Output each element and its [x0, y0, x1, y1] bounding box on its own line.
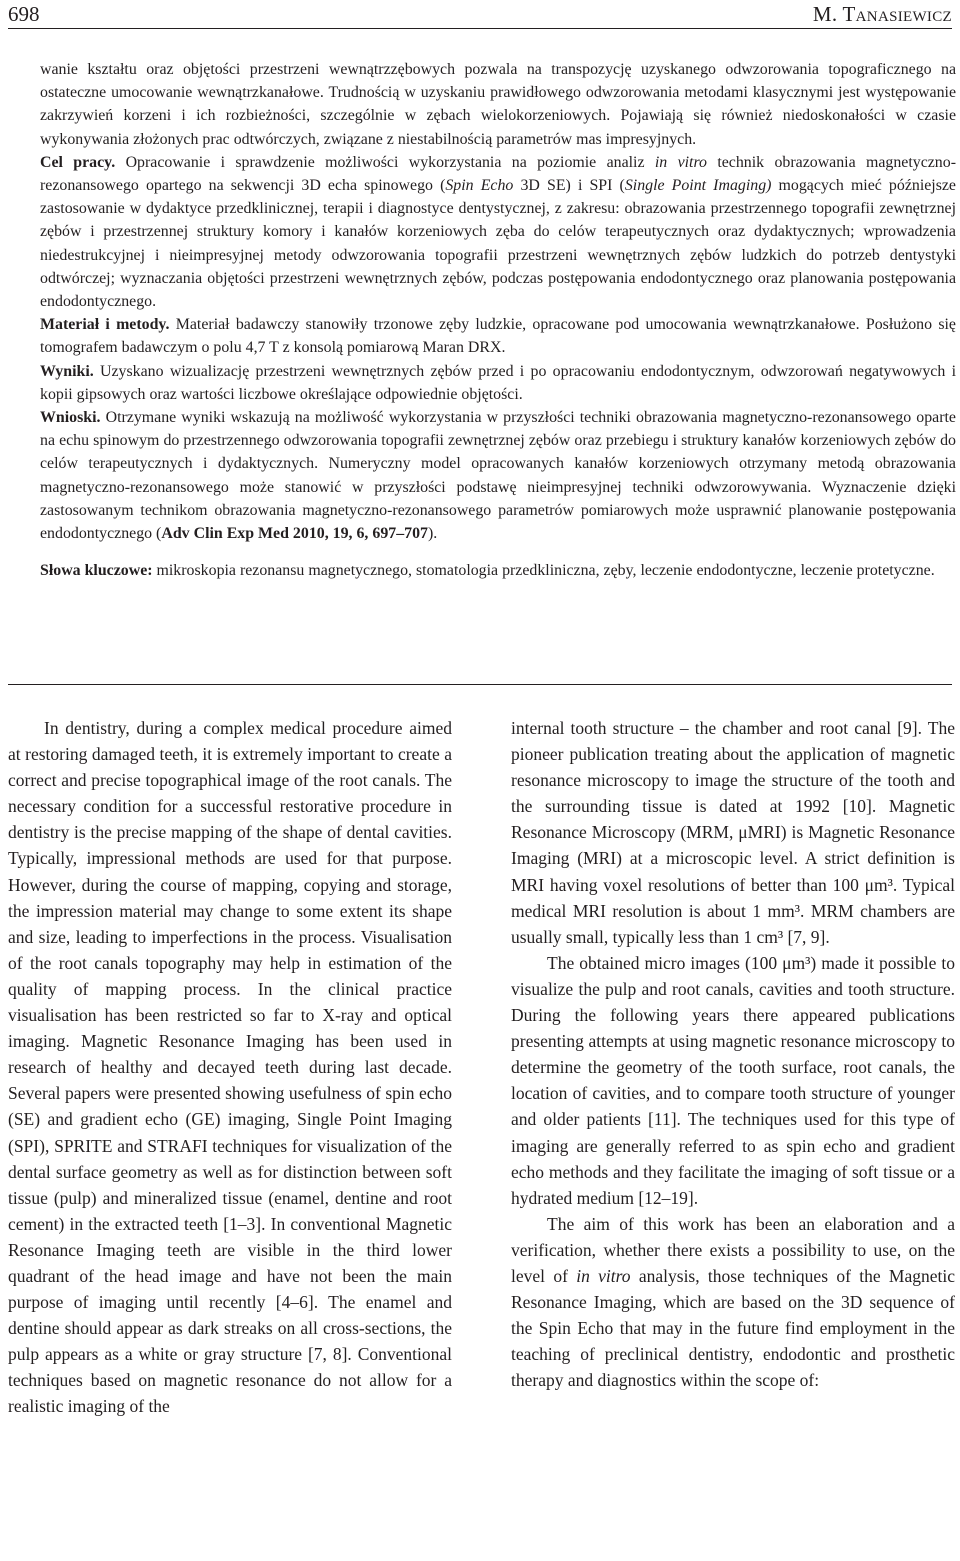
conclusions-label: Wnioski. [40, 409, 101, 427]
abstract-keywords: Słowa kluczowe: mikroskopia rezonansu magnetycznego, stomatologia przedkliniczna, zęby, leczenie endodontyczne, leczenie protetyczne. [40, 562, 935, 580]
body-paragraph: internal tooth structure – the chamber and root canal [9]. The pioneer publication treating about the application of magnetic resonance microscopy to image the structure of the tooth and the surrounding tissue is dated at 1992 [10]. Magnetic Resonance Microscopy (MRM, μMRI) is Magnetic Resonance Imaging (MRI) at a microscopic level. A strict definition is MRI having voxel resolutions of better than 100 μm³. Typical medical MRI resolution is about 1 mm³. MRM chambers are usually small, typically less than 1 cm³ [7, 9]. [511, 718, 955, 947]
results-label: Wyniki. [40, 362, 94, 380]
aim-label: Cel pracy. [40, 153, 116, 171]
abstract-intro: wanie kształtu oraz objętości przestrzeni wewnątrzzębowych pozwala na transpozycję uzyskanego odwzorowania topograficznego na ostateczne umocowanie wewnątrzkanałowe. Trudnością w uzyskaniu prawidłowego odwzorowania metodami klasycznymi jest występowanie zakrzywień korzeni i ich rozbieżności, szczególnie w zębach wielokorzeniowych. Pojawiają się również niedoskonałości w czasie wykonywania złożonych prac odtwórczych, związane z niestabilnością parametrów mas impresyjnych. [40, 61, 956, 148]
page-header [8, 2, 952, 28]
abstract-aim: Cel pracy. Opracowanie i sprawdzenie możliwości wykorzystania na poziomie analiz in vitro technik obrazowania magnetyczno-rezonansowego opartego na sekwencji 3D echa spinowego (Spin Echo 3D SE) i SPI (Single Point Imaging) mogących mieć późniejsze zastosowanie w dydaktyce przedklinicznej, terapii i diagnostyce dentystycznej, z zakresu: obrazowania przestrzennego topografii zewnętrznej zębów i przestrzennej struktury komory i kanałów korzeniowych zęba do celów terapeutycznych oraz dydaktycznych; wprowadzenia niedestrukcyjnej i nieimpresyjnej metody odwzorowania topografii przestrzeni wewnętrznych zębów ludzkich do potrzeb dentystyki odtwórczej; wyznaczania objętości przestrzeni wewnętrznych zębów, podczas postępowania endodontycznego oraz planowania postępowania endodontycznego. [40, 153, 956, 311]
abstract-conclusions: Wnioski. Otrzymane wyniki wskazują na możliwość wykorzystania w przyszłości techniki obrazowania magnetyczno-rezonansowego oparte na echu spinowym do przestrzennego odwzorowania topografii zewnętrznej zębów oraz przebiegu i struktury kanałów korzeniowych zębów do celów terapeutycznych i dydaktycznych. Numeryczny model opracowanych kanałów korzeniowych otrzymany metodą obrazowania magnetyczno-rezonansowego może stanowić w przyszłości podstawę nieimpresyjnej techniki odwzorowywania. Wyznaczenie dzięki zastosowanym technikom obrazowania magnetyczno-rezonansowego parametrów pomiarowych może usprawnić planowanie postępowania endodontycznego (Adv Clin Exp Med 2010, 19, 6, 697–707). [40, 409, 956, 543]
abstract-results: Wyniki. Uzyskano wizualizację przestrzeni wewnętrznych zębów przed i po opracowaniu endodontycznym, odwzorowań negatywowych i kopii gipsowych oraz wartości liczbowe określające odpowiednie objętości. [40, 362, 956, 403]
methods-label: Materiał i metody. [40, 316, 170, 334]
keywords-label: Słowa kluczowe: [40, 562, 153, 580]
running-head-author: M. Tanasiewicz [812, 2, 952, 26]
abstract-rule [8, 684, 952, 685]
body-paragraph: The aim of this work has been an elaboration and a verification, whether there exists a possibility to use, on the level of in vitro analysis, those techniques of the Magnetic Resonance Imaging, which are based on the 3D sequence of the Spin Echo that may in the future find employment in the teaching of preclinical dentistry, endodontic and prosthetic therapy and diagnostics within the scope of: [511, 1213, 955, 1391]
abstract-methods: Materiał i metody. Materiał badawczy stanowiły trzonowe zęby ludzkie, opracowane pod umocowania wewnątrzkanałowe. Posłużono się tomografem badawczym o polu 4,7 T z konsolą pomiarową Maran DRX. [40, 316, 956, 357]
body-column-left [8, 715, 452, 1420]
body-paragraph: In dentistry, during a complex medical procedure aimed at restoring damaged teeth, it is extremely important to create a correct and precise topographical image of the root canals. The necessary condition for a successful restorative procedure in dentistry is the precise mapping of the shape of dental cavities. Typically, impressional methods are used for that purpose. However, during the course of mapping, copying and storage, the impression material may change to some extent its shape and size, leading to imperfections in the process. Visualisation of the root canals topography may help in estimation of the quality of mapping process. In the clinical practice visualisation has been restricted so far to X-ray and optical imaging. Magnetic Resonance Imaging has been used in research of healthy and decayed teeth during last decade. Several papers were presented showing usefulness of spin echo (SE) and gradient echo (GE) imaging, Single Point Imaging (SPI), SPRITE and STRAFI techniques for visualization of the dental surface geometry as well as for distinction between soft tissue (pulp) and mineralized tissue (enamel, dentine and root cement) in the extracted teeth [1–3]. In conventional Magnetic Resonance Imaging teeth are visible in the third lower quadrant of the head image and have not been the main purpose of imaging until recently [4–6]. The enamel and dentine should appear as dark streaks on all cross-sections, the pulp appears as a white or gray structure [7, 8]. Conventional techniques based on magnetic resonance do not allow for a realistic imaging of the [8, 718, 452, 1417]
abstract-block [40, 58, 956, 582]
page-number: 698 [8, 2, 40, 26]
body-paragraph: The obtained micro images (100 μm³) made it possible to visualize the pulp and root canals, cavities and tooth structure. During the following years there appeared publications presenting attempts at using magnetic resonance microscopy to determine the geometry of the tooth surface, root canals, the location of cavities, and to compare tooth structure of younger and older patients [11]. The techniques used for this type of imaging are generally referred to as spin echo and gradient echo methods and they facilitate the imaging of soft tissue or a hydrated medium [12–19]. [511, 952, 955, 1208]
header-rule [8, 28, 952, 29]
body-column-right [511, 715, 955, 1393]
citation: Adv Clin Exp Med 2010, 19, 6, 697–707 [161, 525, 428, 543]
